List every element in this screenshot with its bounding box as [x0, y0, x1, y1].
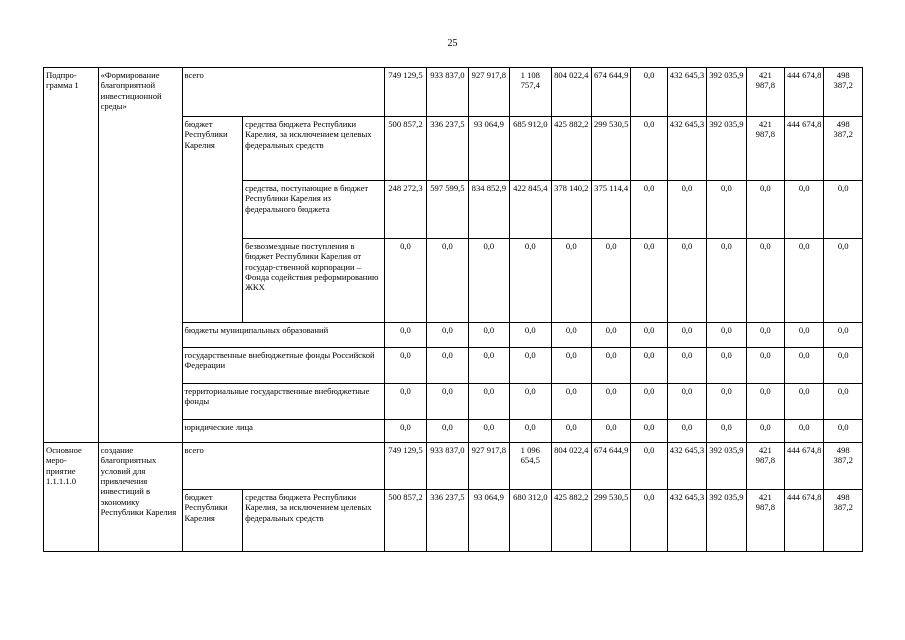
value-cell: 0,0	[785, 348, 824, 384]
value-cell: 378 140,2	[551, 181, 591, 239]
value-cell: 0,0	[746, 181, 784, 239]
value-cell: 0,0	[667, 384, 706, 420]
value-cell: 444 674,8	[785, 68, 824, 117]
value-cell: 680 312,0	[510, 490, 551, 552]
value-cell: 336 237,5	[427, 490, 468, 552]
source-group-cell: бюджет Республики Карелия	[182, 490, 243, 552]
source-label: всего	[182, 443, 384, 490]
value-cell: 0,0	[707, 348, 746, 384]
activity-level-cell: Основное меро-приятие 1.1.1.1.0	[44, 443, 99, 552]
value-cell: 1 108 757,4	[510, 68, 551, 117]
value-cell: 432 645,3	[667, 490, 706, 552]
source-label: государственные внебюджетные фонды Российской Федерации	[182, 348, 384, 384]
value-cell: 0,0	[631, 181, 667, 239]
value-cell: 0,0	[591, 348, 630, 384]
value-cell: 421 987,8	[746, 68, 784, 117]
budget-table	[43, 67, 863, 552]
source-group-cell: бюджет Республики Карелия	[182, 117, 243, 323]
value-cell: 1 096 654,5	[510, 443, 551, 490]
value-cell: 0,0	[746, 384, 784, 420]
value-cell: 0,0	[591, 323, 630, 348]
value-cell: 0,0	[427, 348, 468, 384]
value-cell: 421 987,8	[746, 443, 784, 490]
value-cell: 0,0	[707, 239, 746, 323]
value-cell: 336 237,5	[427, 117, 468, 181]
value-cell: 0,0	[746, 420, 784, 443]
value-cell: 392 035,9	[707, 443, 746, 490]
program-name-cell: «Формирование благоприятной инвестиционной среды»	[98, 68, 182, 443]
value-cell: 0,0	[631, 323, 667, 348]
value-cell: 0,0	[591, 384, 630, 420]
value-cell: 804 022,4	[551, 68, 591, 117]
value-cell: 0,0	[667, 348, 706, 384]
value-cell: 93 064,9	[468, 490, 509, 552]
value-cell: 0,0	[384, 348, 426, 384]
source-label: средства, поступающие в бюджет Республики Карелия из федерального бюджета	[243, 181, 385, 239]
value-cell: 597 599,5	[427, 181, 468, 239]
source-label: территориальные государственные внебюджетные фонды	[182, 384, 384, 420]
value-cell: 425 882,2	[551, 117, 591, 181]
value-cell: 927 917,8	[468, 68, 509, 117]
value-cell: 674 644,9	[591, 68, 630, 117]
value-cell: 0,0	[384, 239, 426, 323]
page-number: 25	[447, 38, 458, 49]
value-cell: 248 272,3	[384, 181, 426, 239]
value-cell: 0,0	[468, 323, 509, 348]
value-cell: 498 387,2	[824, 490, 863, 552]
value-cell: 0,0	[824, 420, 863, 443]
value-cell: 0,0	[667, 181, 706, 239]
value-cell: 0,0	[427, 384, 468, 420]
value-cell: 498 387,2	[824, 68, 863, 117]
value-cell: 0,0	[468, 239, 509, 323]
value-cell: 498 387,2	[824, 117, 863, 181]
value-cell: 93 064,9	[468, 117, 509, 181]
value-cell: 0,0	[746, 239, 784, 323]
value-cell: 0,0	[667, 420, 706, 443]
value-cell: 933 837,0	[427, 443, 468, 490]
value-cell: 0,0	[785, 181, 824, 239]
source-label: всего	[182, 68, 384, 117]
value-cell: 804 022,4	[551, 443, 591, 490]
value-cell: 0,0	[667, 239, 706, 323]
program-level-cell: Подпро-грамма 1	[44, 68, 99, 443]
value-cell: 0,0	[591, 239, 630, 323]
table-row	[44, 68, 863, 117]
value-cell: 0,0	[384, 384, 426, 420]
value-cell: 0,0	[551, 348, 591, 384]
value-cell: 0,0	[468, 384, 509, 420]
value-cell: 0,0	[427, 420, 468, 443]
value-cell: 0,0	[551, 420, 591, 443]
value-cell: 0,0	[631, 117, 667, 181]
value-cell: 0,0	[824, 384, 863, 420]
value-cell: 421 987,8	[746, 490, 784, 552]
value-cell: 375 114,4	[591, 181, 630, 239]
value-cell: 0,0	[631, 348, 667, 384]
value-cell: 0,0	[785, 420, 824, 443]
value-cell: 0,0	[631, 68, 667, 117]
value-cell: 749 129,5	[384, 68, 426, 117]
value-cell: 0,0	[468, 348, 509, 384]
value-cell: 0,0	[785, 384, 824, 420]
value-cell: 834 852,9	[468, 181, 509, 239]
value-cell: 421 987,8	[746, 117, 784, 181]
value-cell: 432 645,3	[667, 443, 706, 490]
value-cell: 0,0	[631, 490, 667, 552]
value-cell: 0,0	[631, 384, 667, 420]
value-cell: 422 845,4	[510, 181, 551, 239]
value-cell: 444 674,8	[785, 117, 824, 181]
value-cell: 0,0	[551, 239, 591, 323]
value-cell: 0,0	[384, 420, 426, 443]
value-cell: 674 644,9	[591, 443, 630, 490]
value-cell: 392 035,9	[707, 490, 746, 552]
source-label: средства бюджета Республики Карелия, за исключением целевых федеральных средств	[243, 490, 385, 552]
value-cell: 0,0	[631, 420, 667, 443]
value-cell: 0,0	[427, 323, 468, 348]
value-cell: 0,0	[707, 181, 746, 239]
source-label: безвозмездные поступления в бюджет Республики Карелия от государ-ственной корпорации – Фонда содействия реформированию ЖКХ	[243, 239, 385, 323]
value-cell: 0,0	[427, 239, 468, 323]
value-cell: 0,0	[667, 323, 706, 348]
value-cell: 685 912,0	[510, 117, 551, 181]
value-cell: 444 674,8	[785, 490, 824, 552]
value-cell: 0,0	[510, 420, 551, 443]
value-cell: 927 917,8	[468, 443, 509, 490]
value-cell: 0,0	[551, 323, 591, 348]
value-cell: 299 530,5	[591, 117, 630, 181]
value-cell: 392 035,9	[707, 117, 746, 181]
value-cell: 0,0	[510, 323, 551, 348]
value-cell: 0,0	[746, 323, 784, 348]
value-cell: 500 857,2	[384, 490, 426, 552]
value-cell: 425 882,2	[551, 490, 591, 552]
value-cell: 500 857,2	[384, 117, 426, 181]
value-cell: 0,0	[824, 181, 863, 239]
value-cell: 0,0	[785, 239, 824, 323]
value-cell: 0,0	[384, 323, 426, 348]
value-cell: 432 645,3	[667, 68, 706, 117]
value-cell: 749 129,5	[384, 443, 426, 490]
value-cell: 0,0	[631, 239, 667, 323]
value-cell: 0,0	[707, 420, 746, 443]
activity-name-cell: создание благоприятных условий для привлечения инвестиций в экономику Республики Карелия	[98, 443, 182, 552]
value-cell: 0,0	[707, 384, 746, 420]
value-cell: 0,0	[824, 323, 863, 348]
value-cell: 0,0	[551, 384, 591, 420]
value-cell: 0,0	[631, 443, 667, 490]
value-cell: 0,0	[785, 323, 824, 348]
value-cell: 0,0	[591, 420, 630, 443]
value-cell: 0,0	[468, 420, 509, 443]
value-cell: 0,0	[824, 348, 863, 384]
table-row	[44, 443, 863, 490]
value-cell: 444 674,8	[785, 443, 824, 490]
value-cell: 392 035,9	[707, 68, 746, 117]
value-cell: 0,0	[510, 384, 551, 420]
value-cell: 0,0	[746, 348, 784, 384]
value-cell: 0,0	[824, 239, 863, 323]
value-cell: 0,0	[510, 348, 551, 384]
value-cell: 432 645,3	[667, 117, 706, 181]
value-cell: 933 837,0	[427, 68, 468, 117]
value-cell: 0,0	[707, 323, 746, 348]
value-cell: 0,0	[510, 239, 551, 323]
source-label: юридические лица	[182, 420, 384, 443]
source-label: бюджеты муниципальных образований	[182, 323, 384, 348]
source-label: средства бюджета Республики Карелия, за исключением целевых федеральных средств	[243, 117, 385, 181]
value-cell: 498 387,2	[824, 443, 863, 490]
value-cell: 299 530,5	[591, 490, 630, 552]
